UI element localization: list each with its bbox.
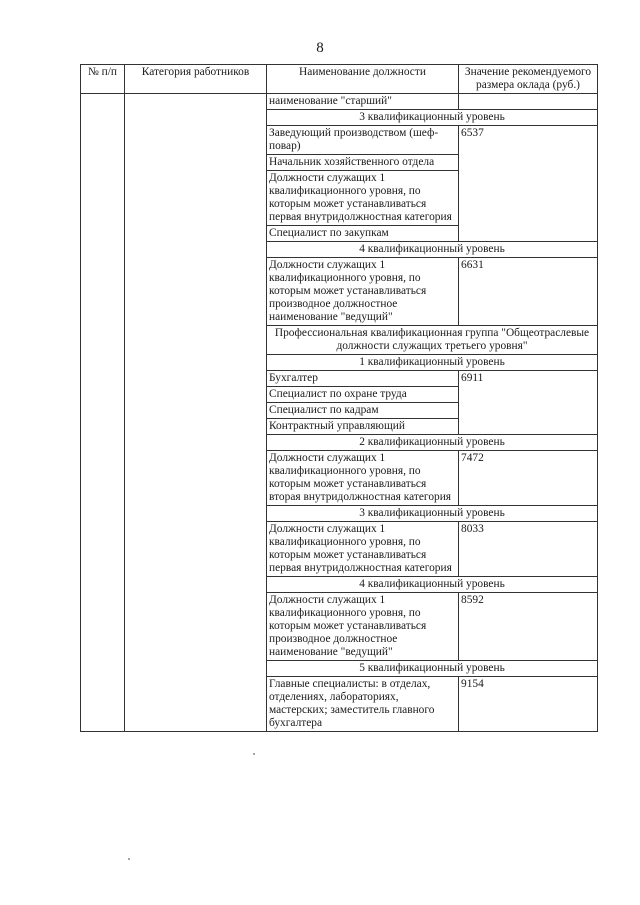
position-cell: Специалист по кадрам [267,403,459,419]
header-category: Категория работников [125,65,267,94]
professional-group-cell: Профессиональная квалификационная группа "Общеотраслевые должности служащих третьего уровня" [267,326,598,355]
position-cell: Должности служащих 1 квалификационного уровня, по которым может устанавливаться производное должностное наименование "ведущий" [267,258,459,326]
table-header-row [81,65,598,94]
qualification-level-cell: 1 квалификационный уровень [267,355,598,371]
header-position: Наименование должности [267,65,459,94]
number-cell [81,94,125,732]
page-number: 8 [316,40,324,56]
qualification-level-cell: 5 квалификационный уровень [267,661,598,677]
table-row [81,94,598,110]
position-cell: Главные специалисты: в отделах, отделениях, лабораториях, мастерских; заместитель главного бухгалтера [267,677,459,732]
position-cell: Должности служащих 1 квалификационного уровня, по которым может устанавливаться первая внутридолжностная категория [267,522,459,577]
position-cell: Начальник хозяйственного отдела [267,155,459,171]
salary-value-cell: 7472 [459,451,598,506]
position-cell: Специалист по охране труда [267,387,459,403]
table-body [81,94,598,732]
qualification-level-cell: 4 квалификационный уровень [267,242,598,258]
position-cell: Должности служащих 1 квалификационного уровня, по которым может устанавливаться первая внутридолжностная категория [267,171,459,226]
category-cell [125,94,267,732]
position-cell: Специалист по закупкам [267,226,459,242]
qualification-level-cell: 4 квалификационный уровень [267,577,598,593]
scan-speck [253,753,255,755]
scan-speck [128,858,130,860]
position-cell: Бухгалтер [267,371,459,387]
position-cell: Заведующий производством (шеф-повар) [267,126,459,155]
header-number: № п/п [81,65,125,94]
salary-value-cell: 8033 [459,522,598,577]
salary-value-cell: 8592 [459,593,598,661]
salary-value-cell: 6911 [459,371,598,435]
qualification-level-cell: 3 квалификационный уровень [267,506,598,522]
header-salary: Значение рекомендуемого размера оклада (руб.) [459,65,598,94]
qualification-level-cell: 2 квалификационный уровень [267,435,598,451]
position-cell: Должности служащих 1 квалификационного уровня, по которым может устанавливаться производное должностное наименование "ведущий" [267,593,459,661]
qualification-level-cell: 3 квалификационный уровень [267,110,598,126]
salary-value-cell: 6631 [459,258,598,326]
position-cell: Должности служащих 1 квалификационного уровня, по которым может устанавливаться вторая внутридолжностная категория [267,451,459,506]
salary-table [80,64,598,732]
salary-value-cell: 9154 [459,677,598,732]
salary-value-cell [459,94,598,110]
position-cell: Контрактный управляющий [267,419,459,435]
position-cell: наименование "старший" [267,94,459,110]
salary-value-cell: 6537 [459,126,598,242]
